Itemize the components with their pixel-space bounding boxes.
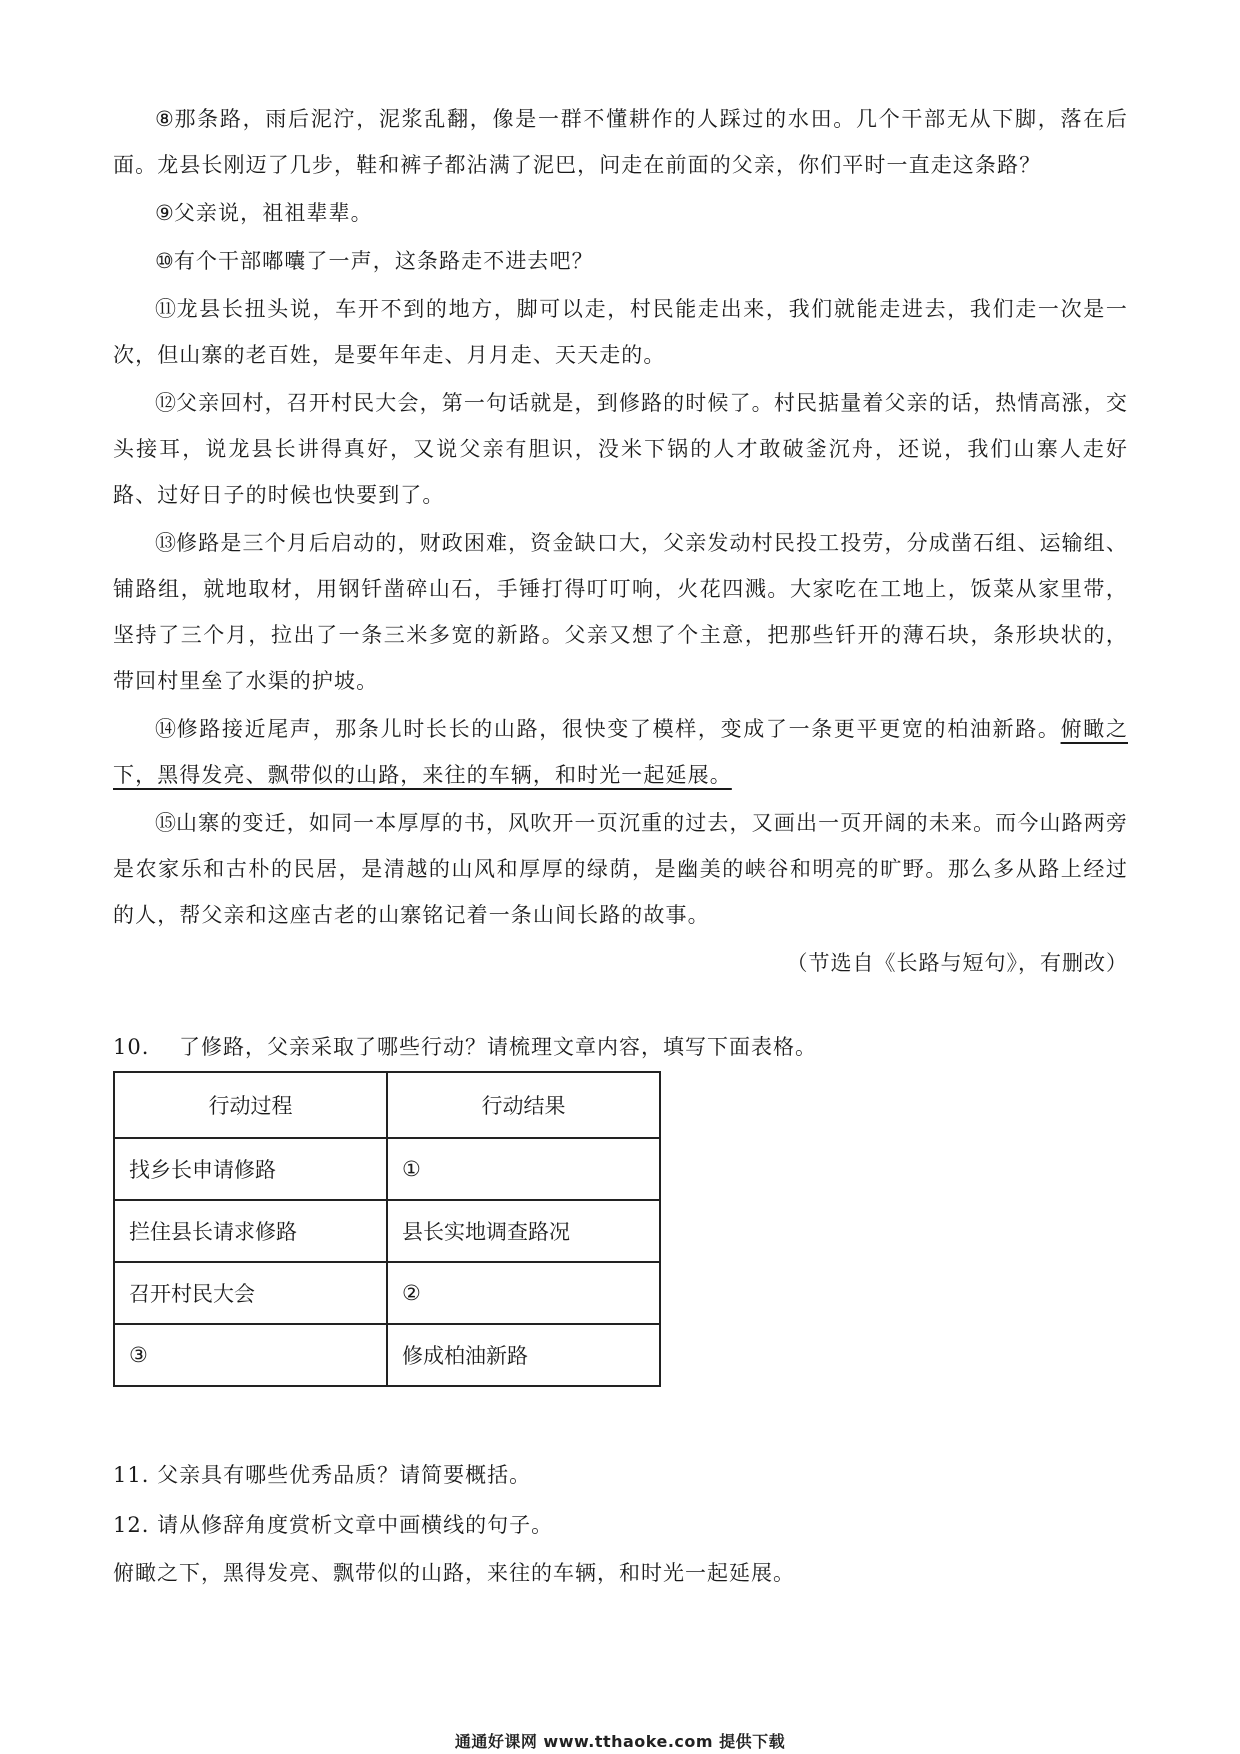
page-footer: 通通好课网 www.tthaoke.com 提供下载 xyxy=(454,1732,786,1751)
paragraph-marker: ⑩ xyxy=(155,249,174,273)
table-header-cell: 行动过程 xyxy=(114,1072,387,1138)
paragraph-marker: ⑨ xyxy=(155,201,174,225)
table-cell: 县长实地调查路况 xyxy=(387,1200,660,1262)
paragraph-marker: ⑬ xyxy=(155,531,177,555)
table-cell: 找乡长申请修路 xyxy=(114,1138,387,1200)
reading-passage xyxy=(113,96,1128,986)
question-text: 了修路，父亲采取了哪些行动？请梳理文章内容，填写下面表格。 xyxy=(179,1035,817,1059)
paragraph-9 xyxy=(113,190,1128,236)
table-header-cell: 行动结果 xyxy=(387,1072,660,1138)
answer-table xyxy=(113,1071,661,1387)
table-cell: ① xyxy=(387,1138,660,1200)
paragraph-text: 那条路，雨后泥泞，泥浆乱翻，像是一群不懂耕作的人踩过的水田。几个干部无从下脚，落在后面。龙县长刚迈了几步，鞋和裤子都沾满了泥巴，问走在前面的父亲，你们平时一直走这条路？ xyxy=(113,107,1128,177)
question-12: 12. 请从修辞角度赏析文章中画横线的句子。 xyxy=(113,1513,554,1537)
table-cell: ② xyxy=(387,1262,660,1324)
table-cell: 修成柏油新路 xyxy=(387,1324,660,1386)
paragraph-text: 龙县长扭头说，车开不到的地方，脚可以走，村民能走出来，我们就能走进去，我们走一次是一次，但山寨的老百姓，是要年年走、月月走、天天走的。 xyxy=(113,297,1129,367)
table-row xyxy=(114,1324,660,1386)
table-cell: ③ xyxy=(114,1324,387,1386)
paragraph-marker: ⑮ xyxy=(155,811,177,835)
table-row xyxy=(114,1138,660,1200)
table-header-row xyxy=(114,1072,660,1138)
question-11: 11. 父亲具有哪些优秀品质？请简要概括。 xyxy=(113,1463,532,1487)
paragraph-marker: ⑭ xyxy=(155,717,177,741)
quoted-sentence: 俯瞰之下，黑得发亮、飘带似的山路，来往的车辆，和时光一起延展。 xyxy=(113,1561,795,1585)
paragraph-text: 修路是三个月后启动的，财政困难，资金缺口大，父亲发动村民投工投劳，分成凿石组、运输组、铺路组，就地取材，用钢钎凿碎山石，手锤打得叮叮响，火花四溅。大家吃在工地上，饭菜从家里带，坚持了三个月，拉出了一条三米多宽的新路。父亲又想了个主意，把那些钎开的薄石块，条形块状的，带回村里垒了水渠的护坡。 xyxy=(113,531,1129,693)
paragraph-8 xyxy=(113,96,1128,188)
paragraph-text: 修路接近尾声，那条儿时长长的山路，很快变了模样，变成了一条更平更宽的柏油新路。 xyxy=(176,717,1061,741)
paragraph-marker: ⑪ xyxy=(155,297,177,321)
source-citation: （节选自《长路与短句》，有删改） xyxy=(786,951,1128,975)
question-number: 10. xyxy=(113,1035,150,1059)
paragraph-text: 父亲说，祖祖辈辈。 xyxy=(173,201,373,225)
paragraph-text: 有个干部嘟囔了一声，这条路走不进去吧？ xyxy=(173,249,594,273)
paragraph-15 xyxy=(113,800,1128,938)
table-cell: 拦住县长请求修路 xyxy=(114,1200,387,1262)
paragraph-11 xyxy=(113,286,1128,378)
question-10 xyxy=(113,1032,817,1062)
paragraph-marker: ⑫ xyxy=(155,391,177,415)
table-row xyxy=(114,1262,660,1324)
paragraph-12 xyxy=(113,380,1128,518)
paragraph-text: 父亲回村，召开村民大会，第一句话就是，到修路的时候了。村民掂量着父亲的话，热情高涨，交头接耳，说龙县长讲得真好，又说父亲有胆识，没米下锅的人才敢破釜沉舟，还说，我们山寨人走好路、过好日子的时候也快要到了。 xyxy=(113,391,1129,507)
underlined-sentence: 俯瞰之下，黑得发亮、飘带似的山路，来往的车辆，和时光一起延展。 xyxy=(113,717,1128,787)
paragraph-13 xyxy=(113,520,1128,704)
paragraph-marker: ⑧ xyxy=(155,107,175,131)
table-cell: 召开村民大会 xyxy=(114,1262,387,1324)
table-row xyxy=(114,1200,660,1262)
paragraph-14 xyxy=(113,706,1128,798)
paragraph-10 xyxy=(113,238,1128,284)
paragraph-text: 山寨的变迁，如同一本厚厚的书，风吹开一页沉重的过去，又画出一页开阔的未来。而今山路两旁是农家乐和古朴的民居，是清越的山风和厚厚的绿荫，是幽美的峡谷和明亮的旷野。那么多从路上经过的人，帮父亲和这座古老的山寨铭记着一条山间长路的故事。 xyxy=(113,811,1129,927)
